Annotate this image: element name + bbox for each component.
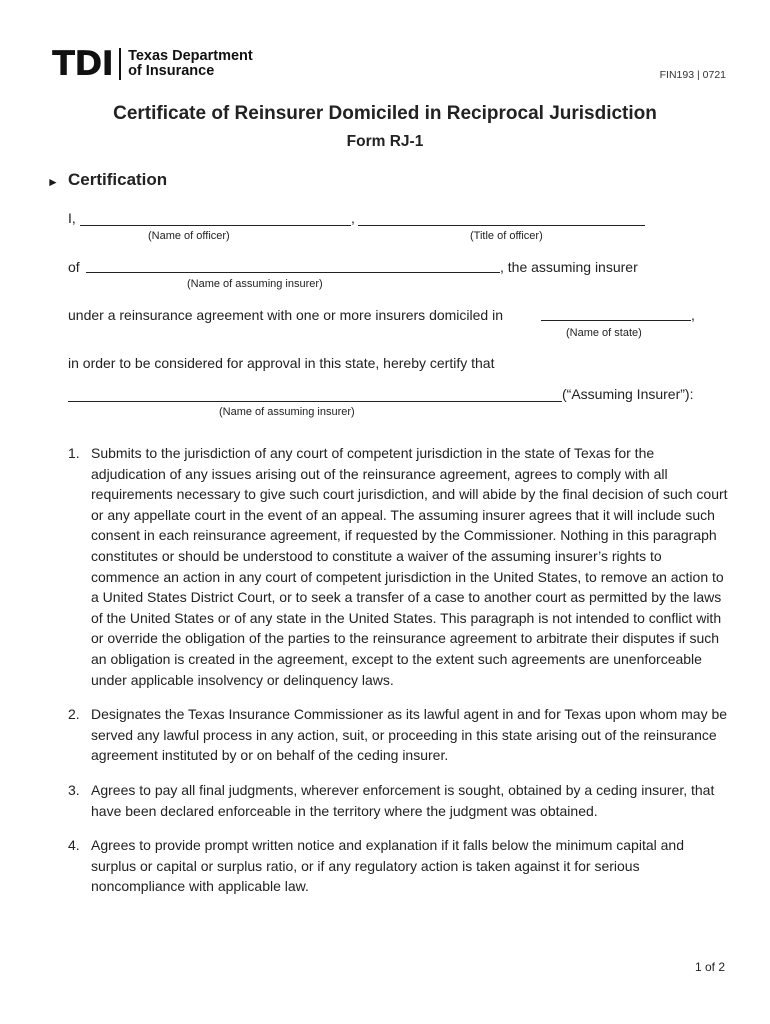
state-caption: (Name of state) [566, 327, 642, 339]
section-arrow-icon: ► [47, 175, 59, 189]
item-text: Designates the Texas Insurance Commissioner as its lawful agent in and for Texas upon whom may be served any lawful process in any action, suit, or proceeding in this state arising out of the reinsurance agreement instituted by or on behalf of the ceding insurer. [91, 706, 728, 764]
page-number: 1 of 2 [694, 960, 725, 974]
state-comma: , [691, 307, 695, 323]
list-item [68, 780, 728, 821]
list-item [68, 443, 728, 690]
tdi-logo [52, 44, 253, 84]
state-field[interactable] [541, 320, 691, 321]
form-subtitle: Form RJ-1 [346, 133, 424, 150]
i-prefix: I, [68, 210, 76, 226]
item-text: Agrees to pay all final judgments, wherever enforcement is sought, obtained by a ceding insurer, that have been declared enforceable in the territory where the judgment was obtained. [91, 781, 715, 819]
assuming-insurer-suffix: , the assuming insurer [500, 259, 638, 275]
list-item [68, 704, 728, 766]
certification-list [68, 443, 728, 897]
item-number: 1. [68, 445, 80, 461]
page-title: Certificate of Reinsurer Domiciled in Reciprocal Jurisdiction [113, 103, 657, 124]
officer-name-caption: (Name of officer) [148, 230, 230, 242]
officer-title-field[interactable] [358, 225, 645, 226]
logo-mark: TDI [52, 44, 114, 84]
logo-line-1: Texas Department [128, 48, 253, 64]
item-text: Agrees to provide prompt written notice and explanation if it falls below the minimum capital and surplus or capital or surplus ratio, or if any regulatory action is taken against it for serious noncompliance with applicable law. [91, 837, 684, 895]
section-title: Certification [68, 170, 168, 189]
assuming-insurer-quote: (“Assuming Insurer”): [562, 386, 694, 402]
logo-line-2: of Insurance [128, 63, 215, 79]
of-prefix: of [68, 259, 80, 275]
assuming-insurer-field-2[interactable] [68, 401, 562, 402]
assuming-insurer-caption: (Name of assuming insurer) [187, 278, 323, 290]
logo-divider [119, 48, 121, 80]
item-number: 4. [68, 837, 80, 854]
officer-comma: , [351, 210, 355, 226]
approval-text: in order to be considered for approval in this state, hereby certify that [68, 355, 495, 371]
item-text: Submits to the jurisdiction of any court of competent jurisdiction in the state of Texas for the adjudication of any issues arising out of the reinsurance agreement, agrees to comply with all requirements necessary to give such court jurisdiction, and will abide by the final decision of such court or any appellate court in the event of an appeal. The assuming insurer agrees that it will include such consent in each reinsurance agreement, if requested by the Commissioner. Nothing in this paragraph constitutes or should be understood to constitute a waiver of the assuming insurer’s rights to commence an action in any court of competent jurisdiction in the United States, to remove an action to a United States District Court, or to seek a transfer of a case to another court as permitted by the laws of the United States or of any state in the United States. This paragraph is not intended to conflict with or override the obligation of the parties to the reinsurance agreement to arbitrate their disputes if such an obligation is created in the agreement, except to the extent such agreements are unenforceable under applicable insolvency or delinquency laws. [91, 445, 728, 688]
form-code: FIN193 | 0721 [659, 69, 726, 81]
officer-name-field[interactable] [80, 225, 351, 226]
agreement-text: under a reinsurance agreement with one or more insurers domiciled in [68, 307, 503, 323]
assuming-insurer-field[interactable] [86, 272, 500, 273]
logo-text [128, 49, 253, 79]
list-item [68, 835, 728, 897]
assuming-insurer-caption-2: (Name of assuming insurer) [219, 406, 355, 418]
item-number: 2. [68, 706, 80, 723]
item-number: 3. [68, 781, 80, 798]
officer-title-caption: (Title of officer) [470, 230, 543, 242]
